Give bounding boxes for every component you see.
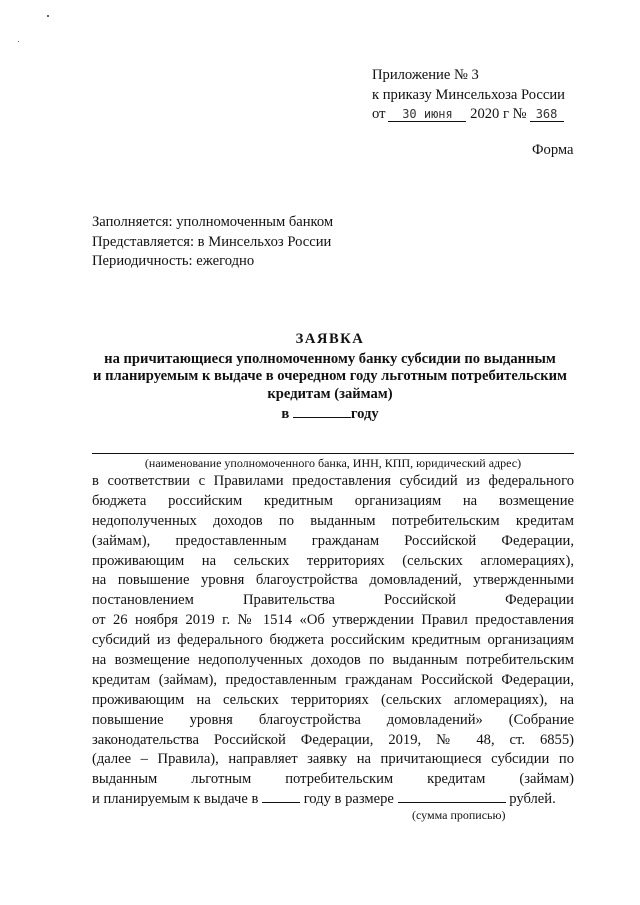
amount-blank-field — [398, 790, 506, 803]
body-line: повышение уровня благоустройства домовладений» (Собрание — [92, 711, 574, 728]
year-blank-field — [293, 405, 351, 418]
title-main: ЗАЯВКА — [295, 331, 365, 347]
title-year-line — [80, 405, 580, 424]
bank-name-field-line — [92, 453, 574, 454]
body-line: постановлением Правительства Российской Федерации — [92, 592, 574, 609]
handwritten-date: 30 июня — [388, 107, 466, 122]
appendix-number: Приложение № 3 — [372, 67, 479, 83]
frequency: Периодичность: ежегодно — [92, 253, 255, 269]
appendix-header — [372, 66, 565, 125]
filled-by: Заполняется: уполномоченным банком — [92, 214, 334, 230]
body-line: выданным льготным потребительским кредитам (займам) — [92, 771, 574, 788]
body-line: (далее – Правила), направляет заявку на причитающиеся субсидии по — [92, 751, 574, 768]
body-line: на возмещение недополученных доходов по выданным потребительским — [92, 652, 574, 669]
appendix-order: к приказу Минсельхоза России — [372, 86, 565, 103]
body-line: субсидий из федерального бюджета российским кредитным организациям — [92, 632, 574, 649]
submitted-to: Представляется: в Минсельхоз России — [92, 233, 332, 250]
title-line-1: на причитающиеся уполномоченному банку субсидии по выданным — [104, 350, 556, 367]
year-suffix: году — [350, 406, 379, 422]
body-line: кредитам (займам), предоставленным гражданам Российской Федерации, — [92, 671, 574, 688]
body-line: от 26 ноября 2019 г. № 1514 «Об утверждении Правил предоставления — [92, 612, 574, 629]
body-line: проживающим на сельских территориях (сельских агломерациях), — [92, 552, 574, 569]
last-line-part-2: году в размере — [303, 791, 394, 808]
scan-speck — [47, 15, 49, 17]
body-line: бюджета российским кредитным организациям на возмещение — [92, 492, 574, 509]
bank-name-caption: (наименование уполномоченного банка, ИНН, КПП, юридический адрес) — [144, 456, 522, 470]
document-title — [80, 331, 580, 424]
last-line-part-1: и планируемым к выдаче в — [92, 791, 259, 808]
form-label: Форма — [532, 142, 574, 158]
sum-caption: (сумма прописью) — [412, 808, 506, 822]
last-line-part-3: рублей. — [509, 791, 556, 808]
scan-speck — [18, 41, 19, 42]
appendix-date-line — [372, 105, 565, 125]
title-line-3: кредитам (займам) — [267, 385, 393, 402]
body-line: законодательства Российской Федерации, 2019, № 48, ст. 6855) — [92, 731, 574, 748]
year-text: 2020 г № — [470, 106, 527, 123]
body-line: на повышение уровня благоустройства домовладений, утвержденными — [92, 572, 574, 589]
body-line: в соответствии с Правилами предоставления субсидий из федерального — [92, 473, 574, 489]
handwritten-number: 368 — [530, 107, 564, 122]
year-blank-field-2 — [262, 790, 300, 803]
date-prefix: от — [372, 106, 386, 123]
body-paragraph — [92, 472, 574, 810]
body-line: недополученных доходов по выданным потребительским кредитам — [92, 512, 574, 529]
title-line-2: и планируемым к выдаче в очередном году льготным потребительским — [93, 368, 567, 384]
form-meta — [92, 213, 333, 272]
year-prefix: в — [281, 406, 290, 422]
body-line: (займам), предоставленным гражданам Российской Федерации, — [92, 532, 574, 549]
body-line: проживающим на сельских территориях (сельских агломерациях), на — [92, 691, 574, 708]
